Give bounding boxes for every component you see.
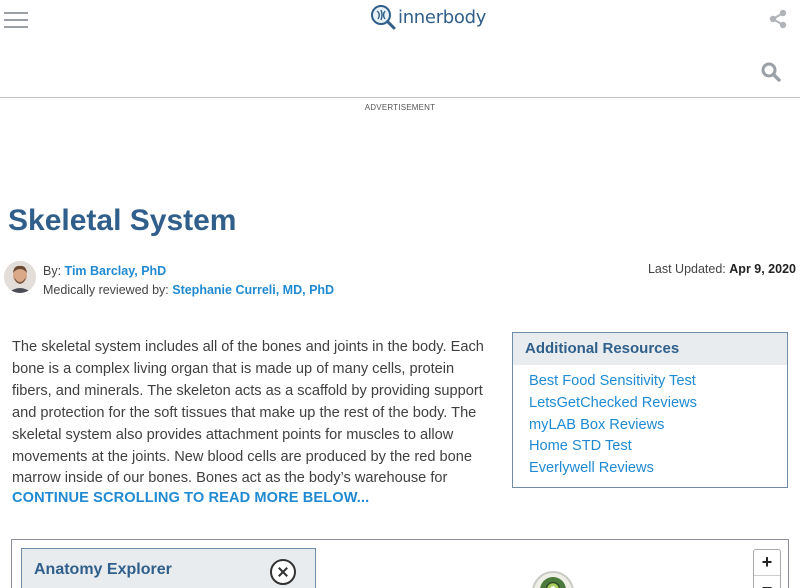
logo-text: innerbody — [398, 6, 487, 28]
resources-list — [513, 365, 787, 482]
resources-item — [529, 373, 787, 395]
resources-item — [529, 460, 787, 482]
site-header — [0, 0, 800, 98]
additional-resources-box — [512, 332, 788, 488]
zoom-control — [753, 549, 781, 588]
resource-link-everlywell[interactable]: Everlywell Reviews — [529, 460, 654, 477]
page-title: Skeletal System — [8, 204, 237, 237]
last-updated — [648, 262, 796, 276]
site-logo[interactable] — [370, 4, 486, 30]
close-icon[interactable] — [270, 559, 296, 585]
resource-link-home-std-test[interactable]: Home STD Test — [529, 438, 632, 455]
zoom-in-button[interactable]: + — [761, 552, 773, 572]
advertisement-label: ADVERTISEMENT — [364, 103, 436, 112]
reviewed-by-label: Medically reviewed by: — [43, 283, 169, 297]
reviewer-link[interactable]: Stephanie Curreli, MD, PhD — [172, 283, 335, 297]
last-updated-label: Last Updated: — [647, 262, 726, 276]
resources-title: Additional Resources — [513, 333, 787, 365]
share-icon[interactable] — [768, 9, 788, 29]
anatomy-explorer-title: Anatomy Explorer — [34, 561, 172, 578]
zoom-out-button[interactable]: − — [754, 575, 780, 588]
resources-item — [529, 395, 787, 417]
resources-item — [529, 417, 787, 439]
anatomy-explorer-panel — [21, 548, 316, 588]
author-link[interactable]: Tim Barclay, PhD — [64, 264, 167, 278]
anatomy-model-icon[interactable] — [528, 567, 578, 588]
author-avatar[interactable] — [4, 261, 36, 293]
by-label: By: — [43, 264, 62, 278]
resources-item — [529, 438, 787, 460]
article-intro: The skeletal system includes all of the bones and joints in the body. Each bone is a complex living organ that is made up of many cells, protein fibers, and minerals. The skeleton acts as a scaffold by providing support and protection for the soft tissues that make up the rest of the body. The skeletal system also provides attachment points for muscles to allow movements at the joints. New blood cells are produced by the red bone marrow inside of our bones. Bones act as the body’s warehouse for — [12, 339, 484, 487]
hamburger-menu-icon[interactable] — [4, 10, 28, 30]
logo-magnifier-icon — [370, 4, 396, 30]
resource-link-mylab-box[interactable]: myLAB Box Reviews — [529, 416, 665, 433]
search-icon[interactable] — [760, 61, 782, 83]
resource-link-food-sensitivity[interactable]: Best Food Sensitivity Test — [529, 373, 696, 389]
author-photo — [4, 261, 36, 293]
continue-reading-link[interactable]: CONTINUE SCROLLING TO READ MORE BELOW... — [12, 490, 370, 506]
last-updated-date: Apr 9, 2020 — [729, 262, 796, 276]
article-byline — [43, 262, 334, 300]
resource-link-letsgetchecked[interactable]: LetsGetChecked Reviews — [529, 394, 697, 411]
